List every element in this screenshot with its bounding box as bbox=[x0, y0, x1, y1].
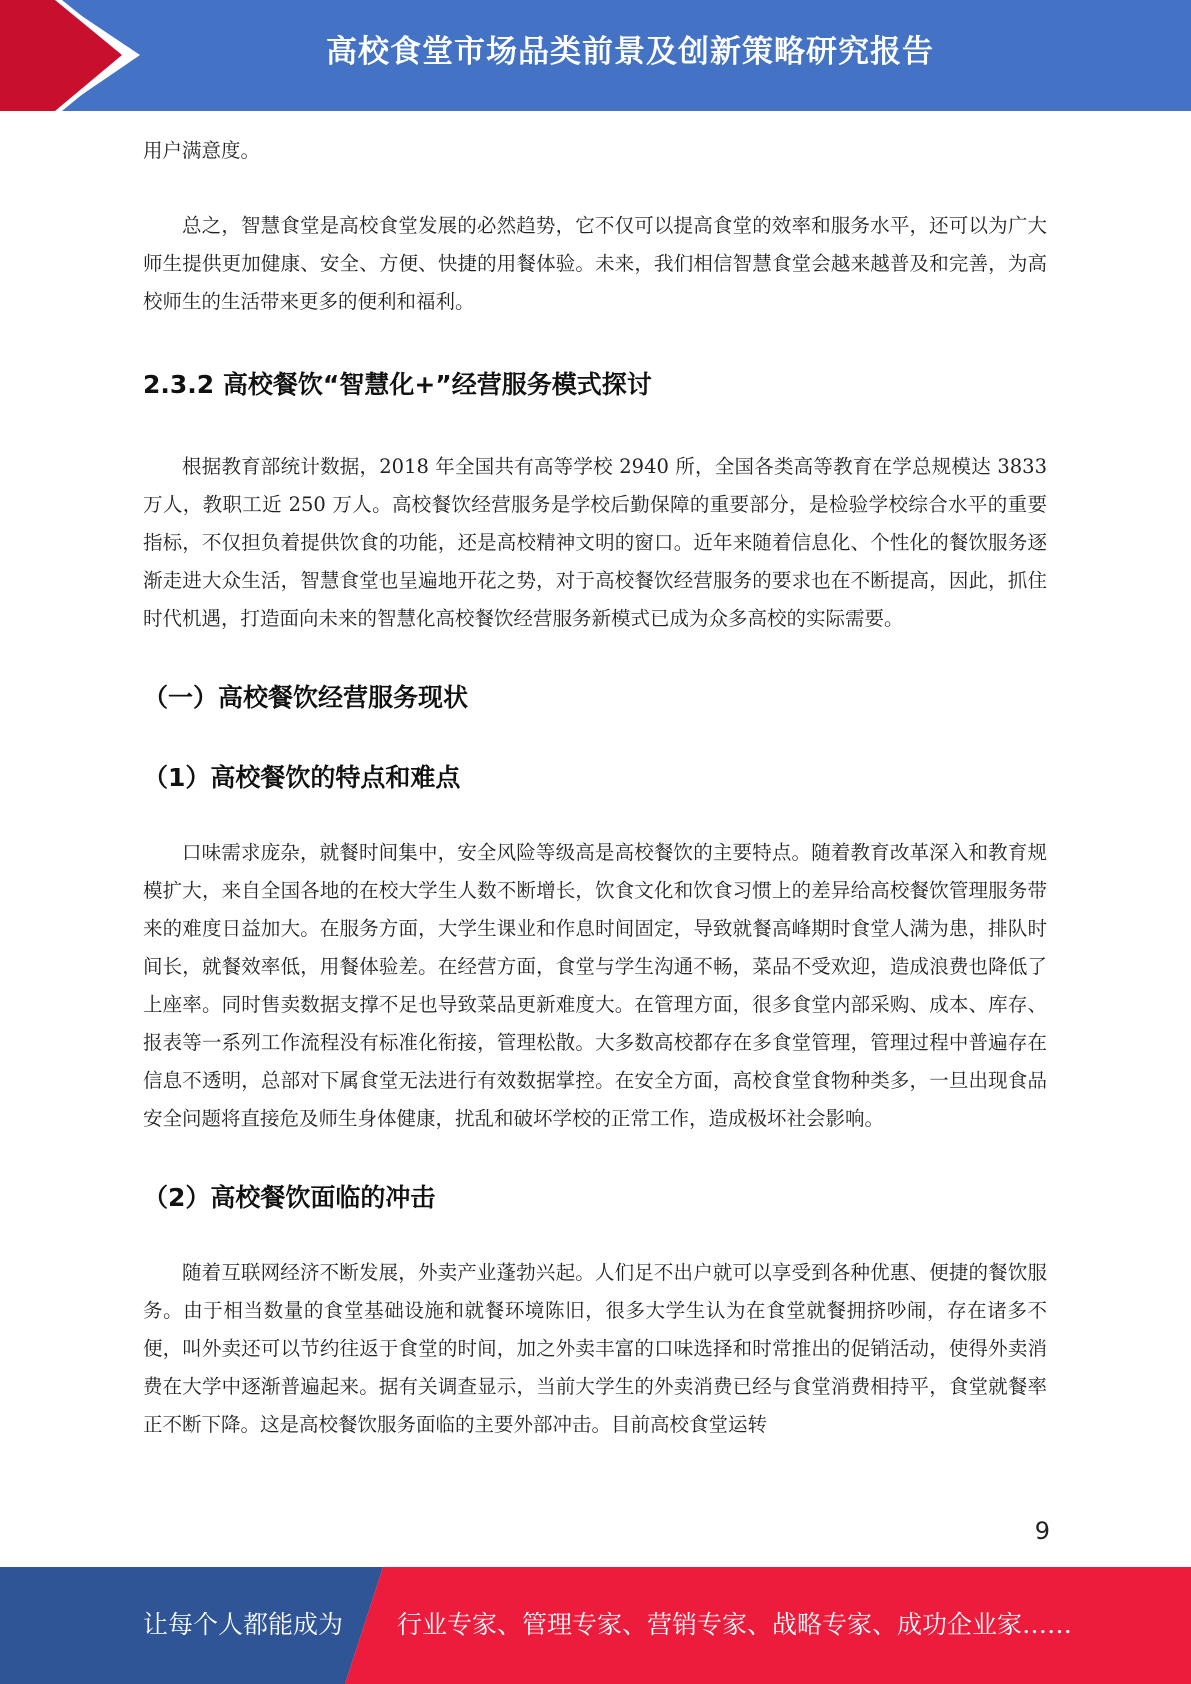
page-content bbox=[143, 132, 1047, 1444]
page-header bbox=[0, 0, 1191, 111]
subsubsection-heading-2: （2）高校餐饮面临的冲击 bbox=[143, 1183, 436, 1212]
subsubsection-heading-1: （1）高校餐饮的特点和难点 bbox=[143, 763, 461, 792]
page-number: 9 bbox=[1034, 1517, 1050, 1545]
paragraph-4: 口味需求庞杂，就餐时间集中，安全风险等级高是高校餐饮的主要特点。随着教育改革深入和教育规模扩大，来自全国各地的在校大学生人数不断增长，饮食文化和饮食习惯上的差异给高校餐饮管理服务带来的难度日益加大。在服务方面，大学生课业和作息时间固定，导致就餐高峰期时食堂人满为患，排队时间长，就餐效率低，用餐体验差。在经营方面，食堂与学生沟通不畅，菜品不受欢迎，造成浪费也降低了上座率。同时售卖数据支撑不足也导致菜品更新难度大。在管理方面，很多食堂内部采购、成本、库存、报表等一系列工作流程没有标准化衔接，管理松散。大多数高校都存在多食堂管理，管理过程中普遍存在信息不透明，总部对下属食堂无法进行有效数据掌控。在安全方面，高校食堂食物种类多，一旦出现食品安全问题将直接危及师生身体健康，扰乱和破坏学校的正常工作，造成极坏社会影响。 bbox=[143, 841, 1047, 1130]
paragraph-2: 总之，智慧食堂是高校食堂发展的必然趋势，它不仅可以提高食堂的效率和服务水平，还可以为广大师生提供更加健康、安全、方便、快捷的用餐体验。未来，我们相信智慧食堂会越来越普及和完善，为高校师生的生活带来更多的便利和福利。 bbox=[143, 214, 1047, 313]
report-title: 高校食堂市场品类前景及创新策略研究报告 bbox=[326, 34, 934, 70]
header-arrow-decoration bbox=[0, 0, 160, 111]
paragraph-1: 用户满意度。 bbox=[143, 139, 261, 162]
footer-slogan-right: 行业专家、管理专家、营销专家、战略专家、成功企业家…… bbox=[397, 1610, 1073, 1639]
footer-slogan-left: 让每个人都能成为 bbox=[143, 1610, 344, 1639]
paragraph-3: 根据教育部统计数据，2018 年全国共有高等学校 2940 所，全国各类高等教育在学总规模达 3833 万人，教职工近 250 万人。高校餐饮经营服务是学校后勤保障的重要部分，是检验学校综合水平的重要指标，不仅担负着提供饮食的功能，还是高校精神文明的窗口。近年来随着信息化、个性化的餐饮服务逐渐走进大众生活，智慧食堂也呈遍地开花之势，对于高校餐饮经营服务的要求也在不断提高，因此，抓住时代机遇，打造面向未来的智慧化高校餐饮经营服务新模式已成为众多高校的实际需要。 bbox=[143, 455, 1047, 630]
paragraph-5: 随着互联网经济不断发展，外卖产业蓬勃兴起。人们足不出户就可以享受到各种优惠、便捷的餐饮服务。由于相当数量的食堂基础设施和就餐环境陈旧，很多大学生认为在食堂就餐拥挤吵闹，存在诸多不便，叫外卖还可以节约往返于食堂的时间，加之外卖丰富的口味选择和时常推出的促销活动，使得外卖消费在大学中逐渐普遍起来。据有关调查显示，当前大学生的外卖消费已经与食堂消费相持平，食堂就餐率正不断下降。这是高校餐饮服务面临的主要外部冲击。目前高校食堂运转 bbox=[143, 1261, 1047, 1436]
page-footer bbox=[0, 1567, 1191, 1684]
section-heading-2-3-2: 2.3.2 高校餐饮“智慧化+”经营服务模式探讨 bbox=[143, 370, 652, 399]
subsection-heading-1: （一）高校餐饮经营服务现状 bbox=[143, 683, 469, 712]
